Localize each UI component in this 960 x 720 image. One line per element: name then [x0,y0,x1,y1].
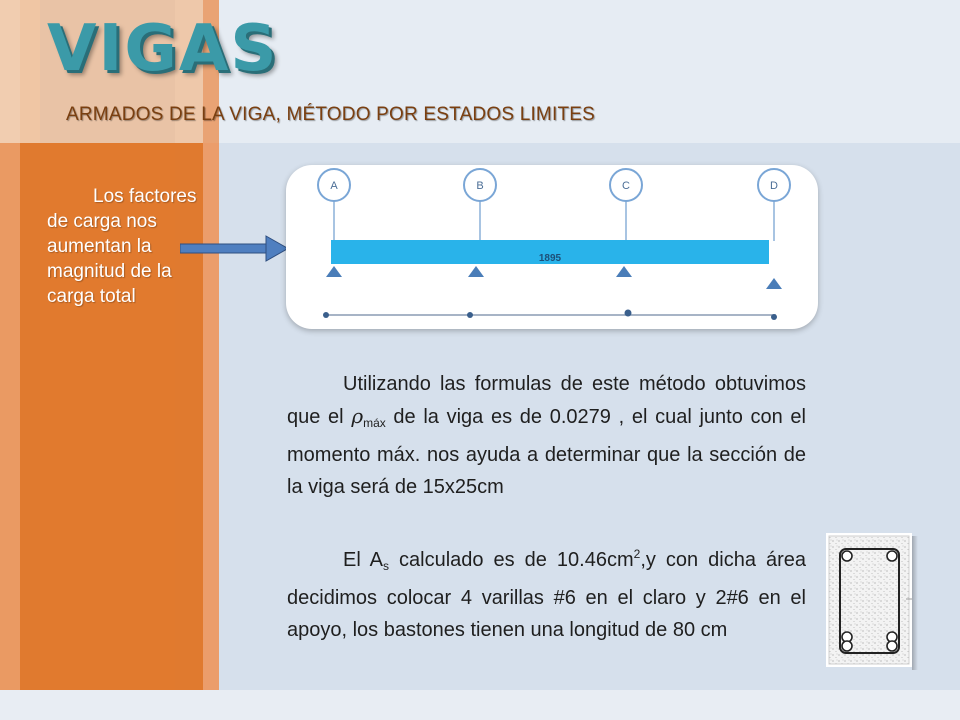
method-paragraph [287,368,806,503]
paragraph-text: ,y con dicha área decidimos colocar 4 varillas #6 en el claro y 2#6 en el apoyo, los bastones tienen una longitud de 80 cm [287,549,806,641]
sidebar-stripe [0,143,20,720]
beam-diagram [286,165,818,329]
dimension-node [625,310,632,317]
slide-title: VIGAS [47,12,279,86]
beam-diagram-card [286,165,818,329]
load-value: 1895 [538,253,562,264]
support-label-b: B [476,180,484,192]
paragraph-text: El A [343,549,384,571]
image-shadow [912,536,918,670]
support-triangle [616,266,632,277]
rho-symbol: ρ [351,404,364,428]
support-triangle [468,266,484,277]
support-triangle [766,278,782,289]
sidebar-stripe [203,143,219,720]
support-label-d: D [770,180,778,192]
paragraph-text: Utilizando las formulas de este método obtuvimos que el [287,373,806,428]
paragraph-text: de la viga es de 0.0279 , el cual junto con el momento máx. nos ayuda a determinar que la sección de la viga será de 15x25cm [287,406,806,498]
sidebar-note [47,184,197,309]
support-triangle [326,266,342,277]
squared-superscript: 2 [633,547,641,561]
beam-cross-section-image [826,533,912,667]
rho-subscript: máx [363,416,386,430]
sidebar-note-text: Los factores de carga nos aumentan la magnitud de la carga total [47,186,197,307]
dimension-node [771,314,777,320]
as-subscript: s [383,559,390,573]
support-label-c: C [622,180,630,192]
paragraph-text: calculado es de 10.46cm [389,549,634,571]
dimension-node [467,312,473,318]
arrow-right-icon [180,234,290,264]
footer-band [0,690,960,720]
support-label-a: A [330,180,338,192]
steel-area-paragraph [287,538,806,646]
slide-subtitle: ARMADOS DE LA VIGA, MÉTODO POR ESTADOS LIMITES [66,104,595,125]
dimension-node [323,312,329,318]
